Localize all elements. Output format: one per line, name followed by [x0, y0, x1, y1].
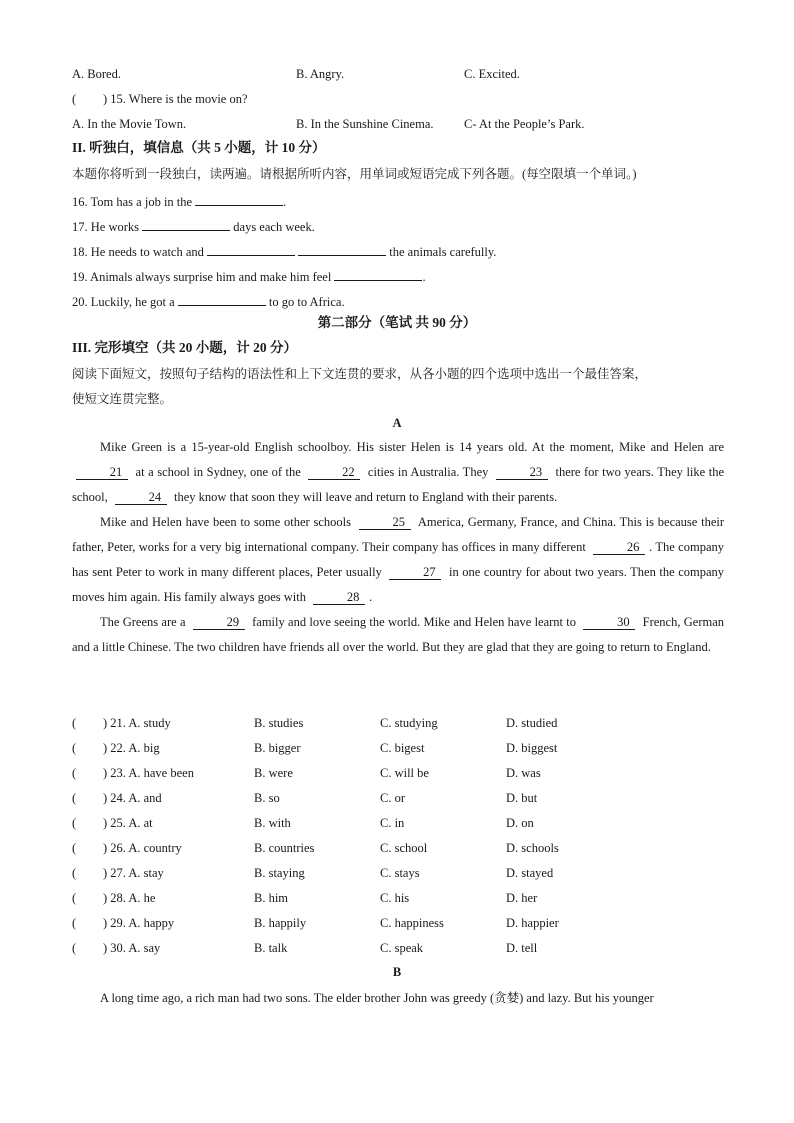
q16-post: . — [283, 195, 287, 209]
passage-a-label: A — [392, 416, 402, 430]
choice-24-bracket[interactable]: ( — [72, 791, 77, 805]
passage-b-label: B — [392, 965, 402, 979]
choice-21-c: C. studying — [380, 716, 438, 730]
choice-23-a: ) 23. A. have been — [103, 766, 194, 780]
choice-25-a: ) 25. A. at — [103, 816, 153, 830]
q20-post: to go to Africa. — [268, 295, 345, 309]
blank-23[interactable]: 23 — [496, 465, 548, 480]
q19-text: 19. Animals always surprise him and make him feel — [72, 270, 332, 284]
question-16 — [72, 191, 286, 210]
section-2-instruction: 本题你将听到一段独白，读两遍。请根据所听内容，用单词或短语完成下列各题。(每空限填一个单词。) — [72, 167, 637, 181]
p3-text-1: The Greens are a — [100, 615, 186, 629]
choice-30-d: D. tell — [506, 941, 538, 955]
choice-22-d: D. biggest — [506, 741, 558, 755]
choice-27-b: B. staying — [254, 866, 305, 880]
q19-blank[interactable] — [334, 266, 422, 281]
q18-text: 18. He needs to watch and — [72, 245, 204, 259]
choice-25-d: D. on — [506, 816, 534, 830]
q15-stem: ) 15. Where is the movie on? — [103, 92, 248, 106]
p2-text-5: . — [369, 590, 373, 604]
p2-text-4: in one country for about two years. Then the company moves him again. His family always goes with — [72, 565, 725, 604]
choice-28-d: D. her — [506, 891, 538, 905]
blank-25[interactable]: 25 — [359, 515, 411, 530]
choice-29-c: C. happiness — [380, 916, 444, 930]
q15-option-a: A. In the Movie Town. — [72, 117, 187, 131]
choice-24-a: ) 24. A. and — [103, 791, 162, 805]
blank-28[interactable]: 28 — [313, 590, 365, 605]
blank-22[interactable]: 22 — [308, 465, 360, 480]
passage-a-paragraph-1 — [72, 435, 724, 510]
q18-blank-2[interactable] — [298, 241, 386, 256]
choice-24-b: B. so — [254, 791, 280, 805]
question-17 — [72, 216, 315, 235]
q16-text: 16. Tom has a job in the — [72, 195, 193, 209]
choice-22-a: ) 22. A. big — [103, 741, 160, 755]
q14-option-b: B. Angry. — [296, 67, 345, 81]
blank-24[interactable]: 24 — [115, 490, 167, 505]
choice-26-c: C. school — [380, 841, 428, 855]
choice-30-bracket[interactable]: ( — [72, 941, 77, 955]
q15-option-b: B. In the Sunshine Cinema. — [296, 117, 434, 131]
p1-text-1: Mike Green is a 15-year-old English schoolboy. His sister Helen is 14 years old. At the moment, Mike and Helen are — [100, 440, 724, 454]
p2-text-2: America, Germany, France, and China. This is because their father, Peter, works for a very big international company. Their company has offices in many different — [72, 515, 725, 554]
p1-text-5: they know that soon they will leave and return to England with their parents. — [174, 490, 558, 504]
blank-29[interactable]: 29 — [193, 615, 245, 630]
choice-26-d: D. schools — [506, 841, 559, 855]
q18-blank-1[interactable] — [207, 241, 295, 256]
choice-25-b: B. with — [254, 816, 291, 830]
p3-text-2: family and love seeing the world. Mike and Helen have learnt to — [252, 615, 577, 629]
choice-24-c: C. or — [380, 791, 405, 805]
question-18 — [72, 241, 496, 260]
choice-26-bracket[interactable]: ( — [72, 841, 77, 855]
p1-text-2: at a school in Sydney, one of the — [135, 465, 301, 479]
p2-text-3: . The company has sent Peter to work in many different places, Peter usually — [72, 540, 724, 579]
passage-a-paragraph-3 — [72, 610, 724, 660]
section-2-title: II. 听独白，填信息（共 5 小题，计 10 分） — [72, 140, 326, 155]
choice-25-bracket[interactable]: ( — [72, 816, 77, 830]
choice-27-bracket[interactable]: ( — [72, 866, 77, 880]
choice-28-b: B. him — [254, 891, 289, 905]
passage-a-paragraph-2 — [72, 510, 724, 610]
q16-blank[interactable] — [195, 191, 283, 206]
choice-25-c: C. in — [380, 816, 405, 830]
q17-post: days each week. — [233, 220, 315, 234]
choice-21-d: D. studied — [506, 716, 558, 730]
choice-28-bracket[interactable]: ( — [72, 891, 77, 905]
blank-21[interactable]: 21 — [76, 465, 128, 480]
blank-27[interactable]: 27 — [389, 565, 441, 580]
q17-text: 17. He works — [72, 220, 140, 234]
choice-23-bracket[interactable]: ( — [72, 766, 77, 780]
blank-26[interactable]: 26 — [593, 540, 645, 555]
choice-29-d: D. happier — [506, 916, 559, 930]
part-2-title: 第二部分（笔试 共 90 分） — [317, 315, 477, 330]
q18-post: the animals carefully. — [389, 245, 497, 259]
choice-27-c: C. stays — [380, 866, 420, 880]
q19-post: . — [422, 270, 426, 284]
choice-30-c: C. speak — [380, 941, 424, 955]
section-3-instruction-line-2: 使短文连贯完整。 — [72, 392, 173, 406]
p1-text-3: cities in Australia. They — [367, 465, 489, 479]
choice-28-c: C. his — [380, 891, 410, 905]
question-19 — [72, 266, 426, 285]
choice-23-c: C. will be — [380, 766, 429, 780]
choice-28-a: ) 28. A. he — [103, 891, 156, 905]
choice-27-a: ) 27. A. stay — [103, 866, 164, 880]
choice-22-bracket[interactable]: ( — [72, 741, 77, 755]
choice-27-d: D. stayed — [506, 866, 554, 880]
choice-23-d: D. was — [506, 766, 541, 780]
choice-26-b: B. countries — [254, 841, 315, 855]
choice-30-b: B. talk — [254, 941, 288, 955]
q15-bracket: ( — [72, 92, 77, 106]
q20-text: 20. Luckily, he got a — [72, 295, 175, 309]
q15-option-c: C- At the People’s Park. — [464, 117, 585, 131]
p2-text-1: Mike and Helen have been to some other schools — [100, 515, 351, 529]
section-3-title: III. 完形填空（共 20 小题，计 20 分） — [72, 340, 298, 355]
choice-29-a: ) 29. A. happy — [103, 916, 175, 930]
passage-b-first-line: A long time ago, a rich man had two sons. The elder brother John was greedy (贪婪) and lazy. But his younger — [100, 991, 654, 1005]
q17-blank[interactable] — [142, 216, 230, 231]
section-3-instruction-line-1: 阅读下面短文，按照句子结构的语法性和上下文连贯的要求，从各小题的四个选项中选出一个最佳答案， — [72, 367, 648, 381]
choice-21-bracket[interactable]: ( — [72, 716, 77, 730]
blank-30[interactable]: 30 — [583, 615, 635, 630]
choice-22-b: B. bigger — [254, 741, 301, 755]
choice-21-b: B. studies — [254, 716, 304, 730]
choice-30-a: ) 30. A. say — [103, 941, 161, 955]
passage-a — [72, 435, 724, 660]
choice-23-b: B. were — [254, 766, 293, 780]
q14-option-a: A. Bored. — [72, 67, 121, 81]
p3-text-3: French, German and a little Chinese. The two children have friends all over the world. But they are glad that they are going to return to England. — [72, 615, 725, 654]
choice-29-bracket[interactable]: ( — [72, 916, 77, 930]
q20-blank[interactable] — [178, 291, 266, 306]
question-20 — [72, 291, 345, 310]
p1-text-4: there for two years. They like the school, — [72, 465, 725, 504]
choice-21-a: ) 21. A. study — [103, 716, 171, 730]
choice-29-b: B. happily — [254, 916, 307, 930]
choice-24-d: D. but — [506, 791, 538, 805]
choice-22-c: C. bigest — [380, 741, 425, 755]
choice-26-a: ) 26. A. country — [103, 841, 182, 855]
q14-option-c: C. Excited. — [464, 67, 520, 81]
